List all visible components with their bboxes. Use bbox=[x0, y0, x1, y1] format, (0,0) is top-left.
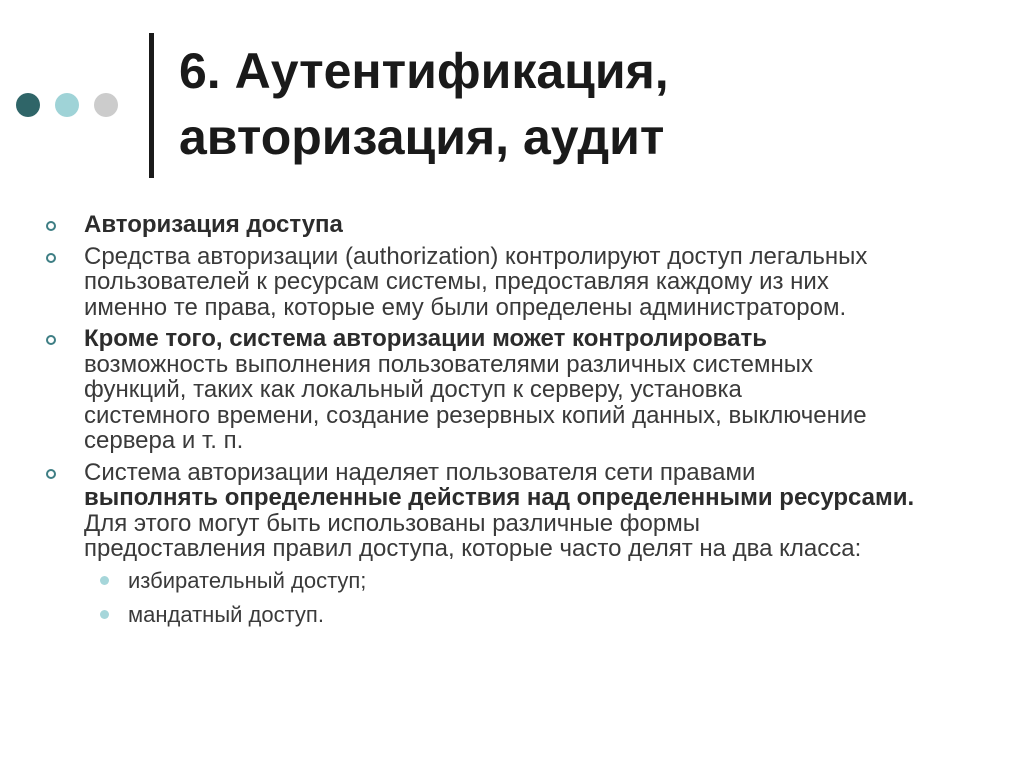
title-line-1: 6. Аутентификация, bbox=[179, 43, 669, 99]
dot-dark-teal bbox=[16, 93, 40, 117]
dot-grey bbox=[94, 93, 118, 117]
bullet-line: сервера и т. п. bbox=[84, 427, 244, 454]
decorative-dots bbox=[16, 93, 118, 117]
bullet-line-bold: выполнять определенные действия над определенными ресурсами. bbox=[84, 484, 915, 511]
bullet-line: Для этого могут быть использованы различные формы bbox=[84, 509, 700, 537]
bullet-line: функций, таких как локальный доступ к серверу, установка bbox=[84, 376, 742, 403]
bullet-line-bold: Кроме того, система авторизации может контролировать bbox=[84, 325, 767, 352]
slide-content bbox=[46, 212, 996, 636]
sub-bullet-dot-icon bbox=[100, 610, 109, 619]
bullet-circle-icon bbox=[46, 253, 56, 263]
sub-bullet-item bbox=[46, 602, 996, 628]
slide-title bbox=[179, 38, 999, 170]
bullet-line: Система авторизации наделяет пользователя сети правами bbox=[84, 458, 756, 486]
bullet-item bbox=[46, 460, 996, 562]
bullet-item bbox=[46, 244, 996, 321]
dot-light-teal bbox=[55, 93, 79, 117]
bullet-item bbox=[46, 212, 996, 238]
sub-bullet-text: мандатный доступ. bbox=[128, 601, 324, 627]
sub-bullet-item bbox=[46, 568, 996, 594]
bullet-text: Авторизация доступа bbox=[84, 211, 343, 238]
bullet-line: Средства авторизации (authorization) контролируют доступ легальных bbox=[84, 242, 868, 270]
bullet-item bbox=[46, 326, 996, 454]
sub-bullet-dot-icon bbox=[100, 576, 109, 585]
bullet-circle-icon bbox=[46, 221, 56, 231]
bullet-line: предоставления правил доступа, которые часто делят на два класса: bbox=[84, 535, 862, 562]
sub-bullet-text: избирательный доступ; bbox=[128, 567, 367, 593]
bullet-line: пользователей к ресурсам системы, предоставляя каждому из них bbox=[84, 268, 829, 295]
title-divider bbox=[149, 33, 154, 178]
bullet-line: именно те права, которые ему были определены администратором. bbox=[84, 293, 847, 321]
bullet-circle-icon bbox=[46, 335, 56, 345]
title-line-2: авторизация, аудит bbox=[179, 109, 665, 165]
bullet-circle-icon bbox=[46, 469, 56, 479]
bullet-line: системного времени, создание резервных копий данных, выключение bbox=[84, 401, 867, 429]
bullet-line: возможность выполнения пользователями различных системных bbox=[84, 350, 813, 378]
